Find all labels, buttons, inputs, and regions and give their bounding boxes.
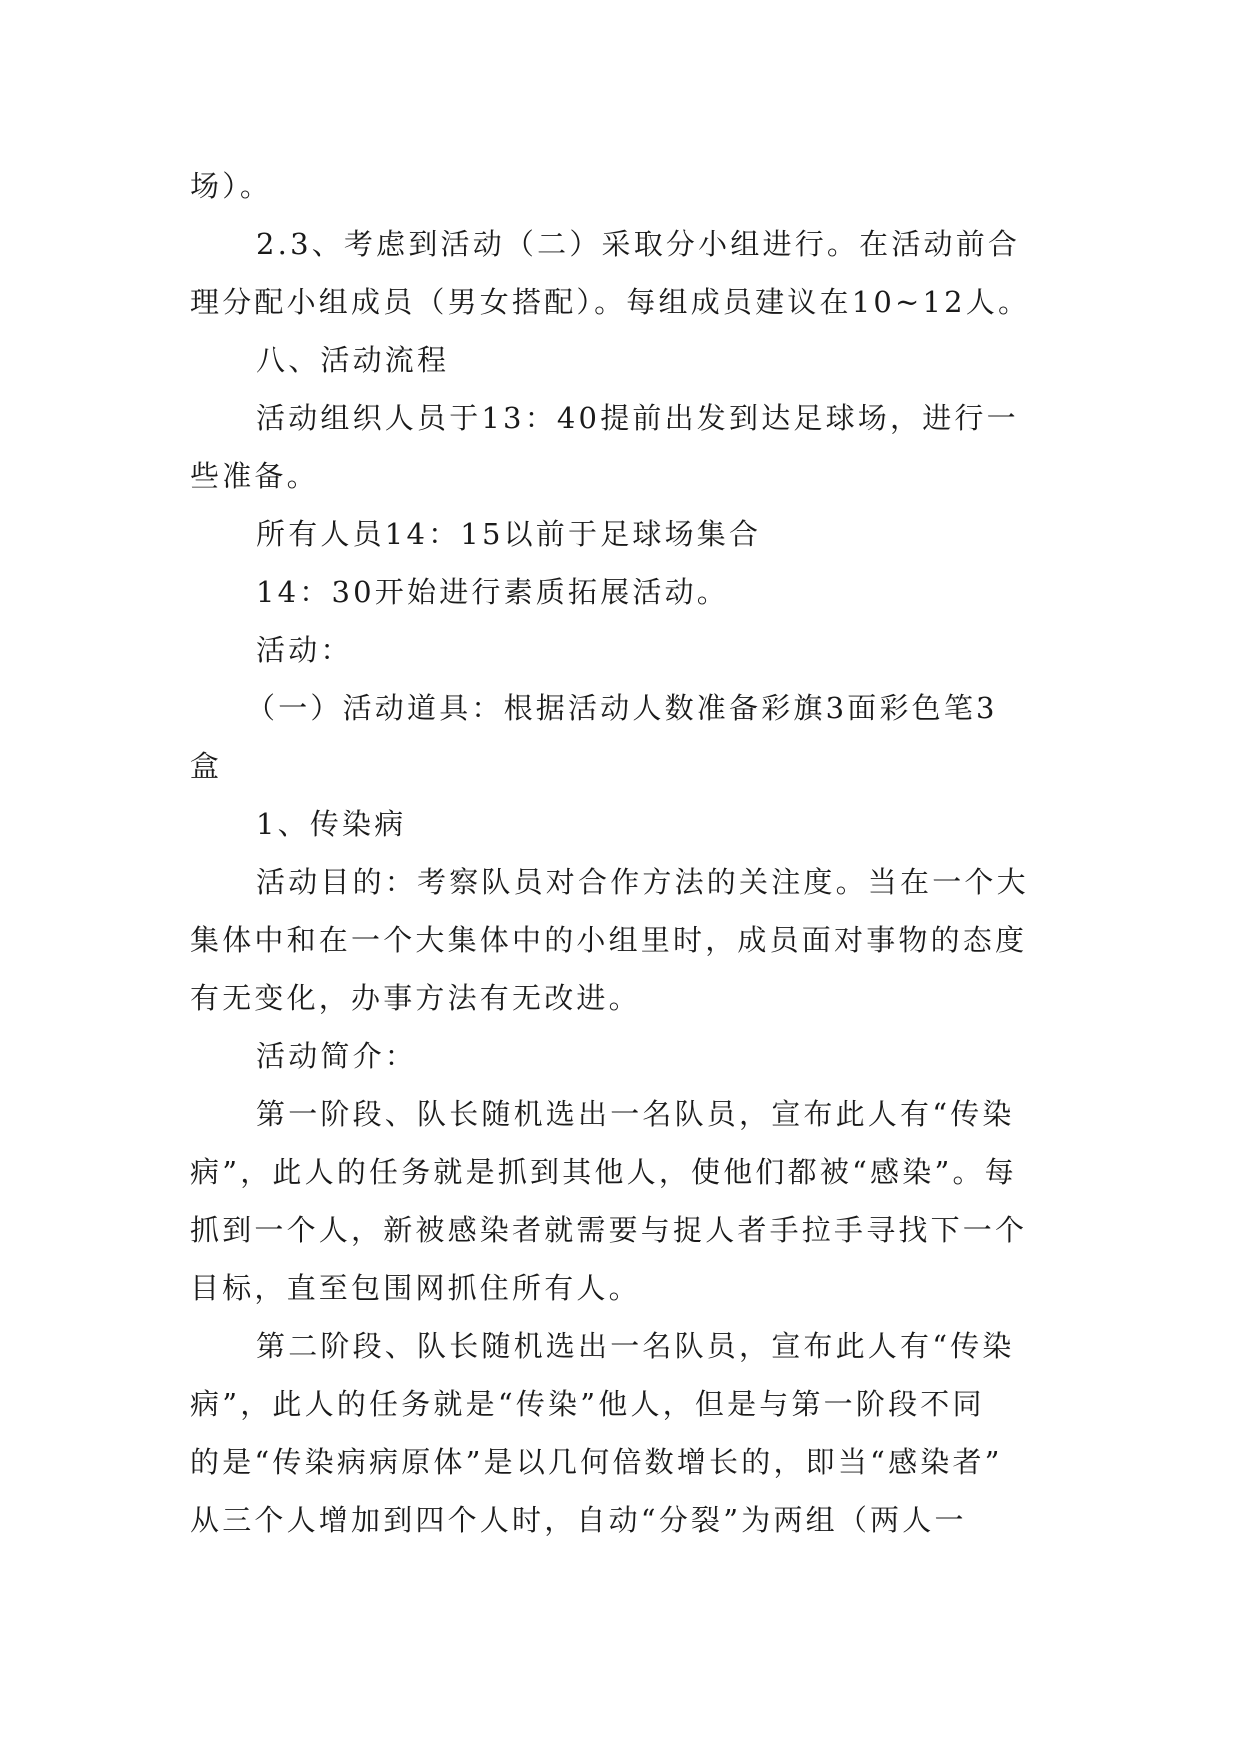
- text-line-22: 病”，此人的任务就是“传染”他人，但是与第一阶段不同: [190, 1387, 985, 1421]
- text-line-15: 有无变化，办事方法有无改进。: [190, 981, 641, 1015]
- text-line-20: 目标，直至包围网抓住所有人。: [190, 1271, 641, 1305]
- text-line-16: 活动简介：: [256, 1039, 418, 1073]
- text-line-18: 病”，此人的任务就是抓到其他人，使他们都被“感染”。每: [190, 1155, 1017, 1189]
- text-line-11: 盒: [190, 749, 223, 783]
- text-line-14: 集体中和在一个大集体中的小组里时，成员面对事物的态度: [190, 923, 1028, 957]
- text-line-17: 第一阶段、队长随机选出一名队员，宣布此人有“传染: [256, 1097, 1015, 1131]
- text-line-23: 的是“传染病病原体”是以几何倍数增长的，即当“感染者”: [190, 1445, 1003, 1479]
- text-line-2: 2.3、考虑到活动（二）采取分小组进行。在活动前合: [256, 227, 1021, 261]
- text-line-5: 活动组织人员于13：40提前出发到达足球场，进行一: [256, 401, 1019, 435]
- section-heading-activity-process: 八、活动流程: [256, 343, 450, 377]
- text-line-3: 理分配小组成员（男女搭配）。每组成员建议在10~12人。: [190, 285, 1031, 319]
- text-line-9: 活动：: [256, 633, 353, 667]
- text-line-7: 所有人员14：15以前于足球场集合: [256, 517, 762, 551]
- text-line-13: 活动目的：考察队员对合作方法的关注度。当在一个大: [256, 865, 1029, 899]
- text-line-21: 第二阶段、队长随机选出一名队员，宣布此人有“传染: [256, 1329, 1015, 1363]
- text-line-6: 些准备。: [190, 459, 319, 493]
- text-line-19: 抓到一个人，新被感染者就需要与捉人者手拉手寻找下一个: [190, 1213, 1028, 1247]
- subheading-infectious-disease: 1、传染病: [256, 807, 407, 841]
- text-line-10: （一）活动道具：根据活动人数准备彩旗3面彩色笔3: [246, 691, 998, 725]
- text-line-8: 14：30开始进行素质拓展活动。: [256, 575, 730, 609]
- text-line-1: 场）。: [190, 169, 273, 203]
- text-line-24: 从三个人增加到四个人时，自动“分裂”为两组（两人一: [190, 1503, 967, 1537]
